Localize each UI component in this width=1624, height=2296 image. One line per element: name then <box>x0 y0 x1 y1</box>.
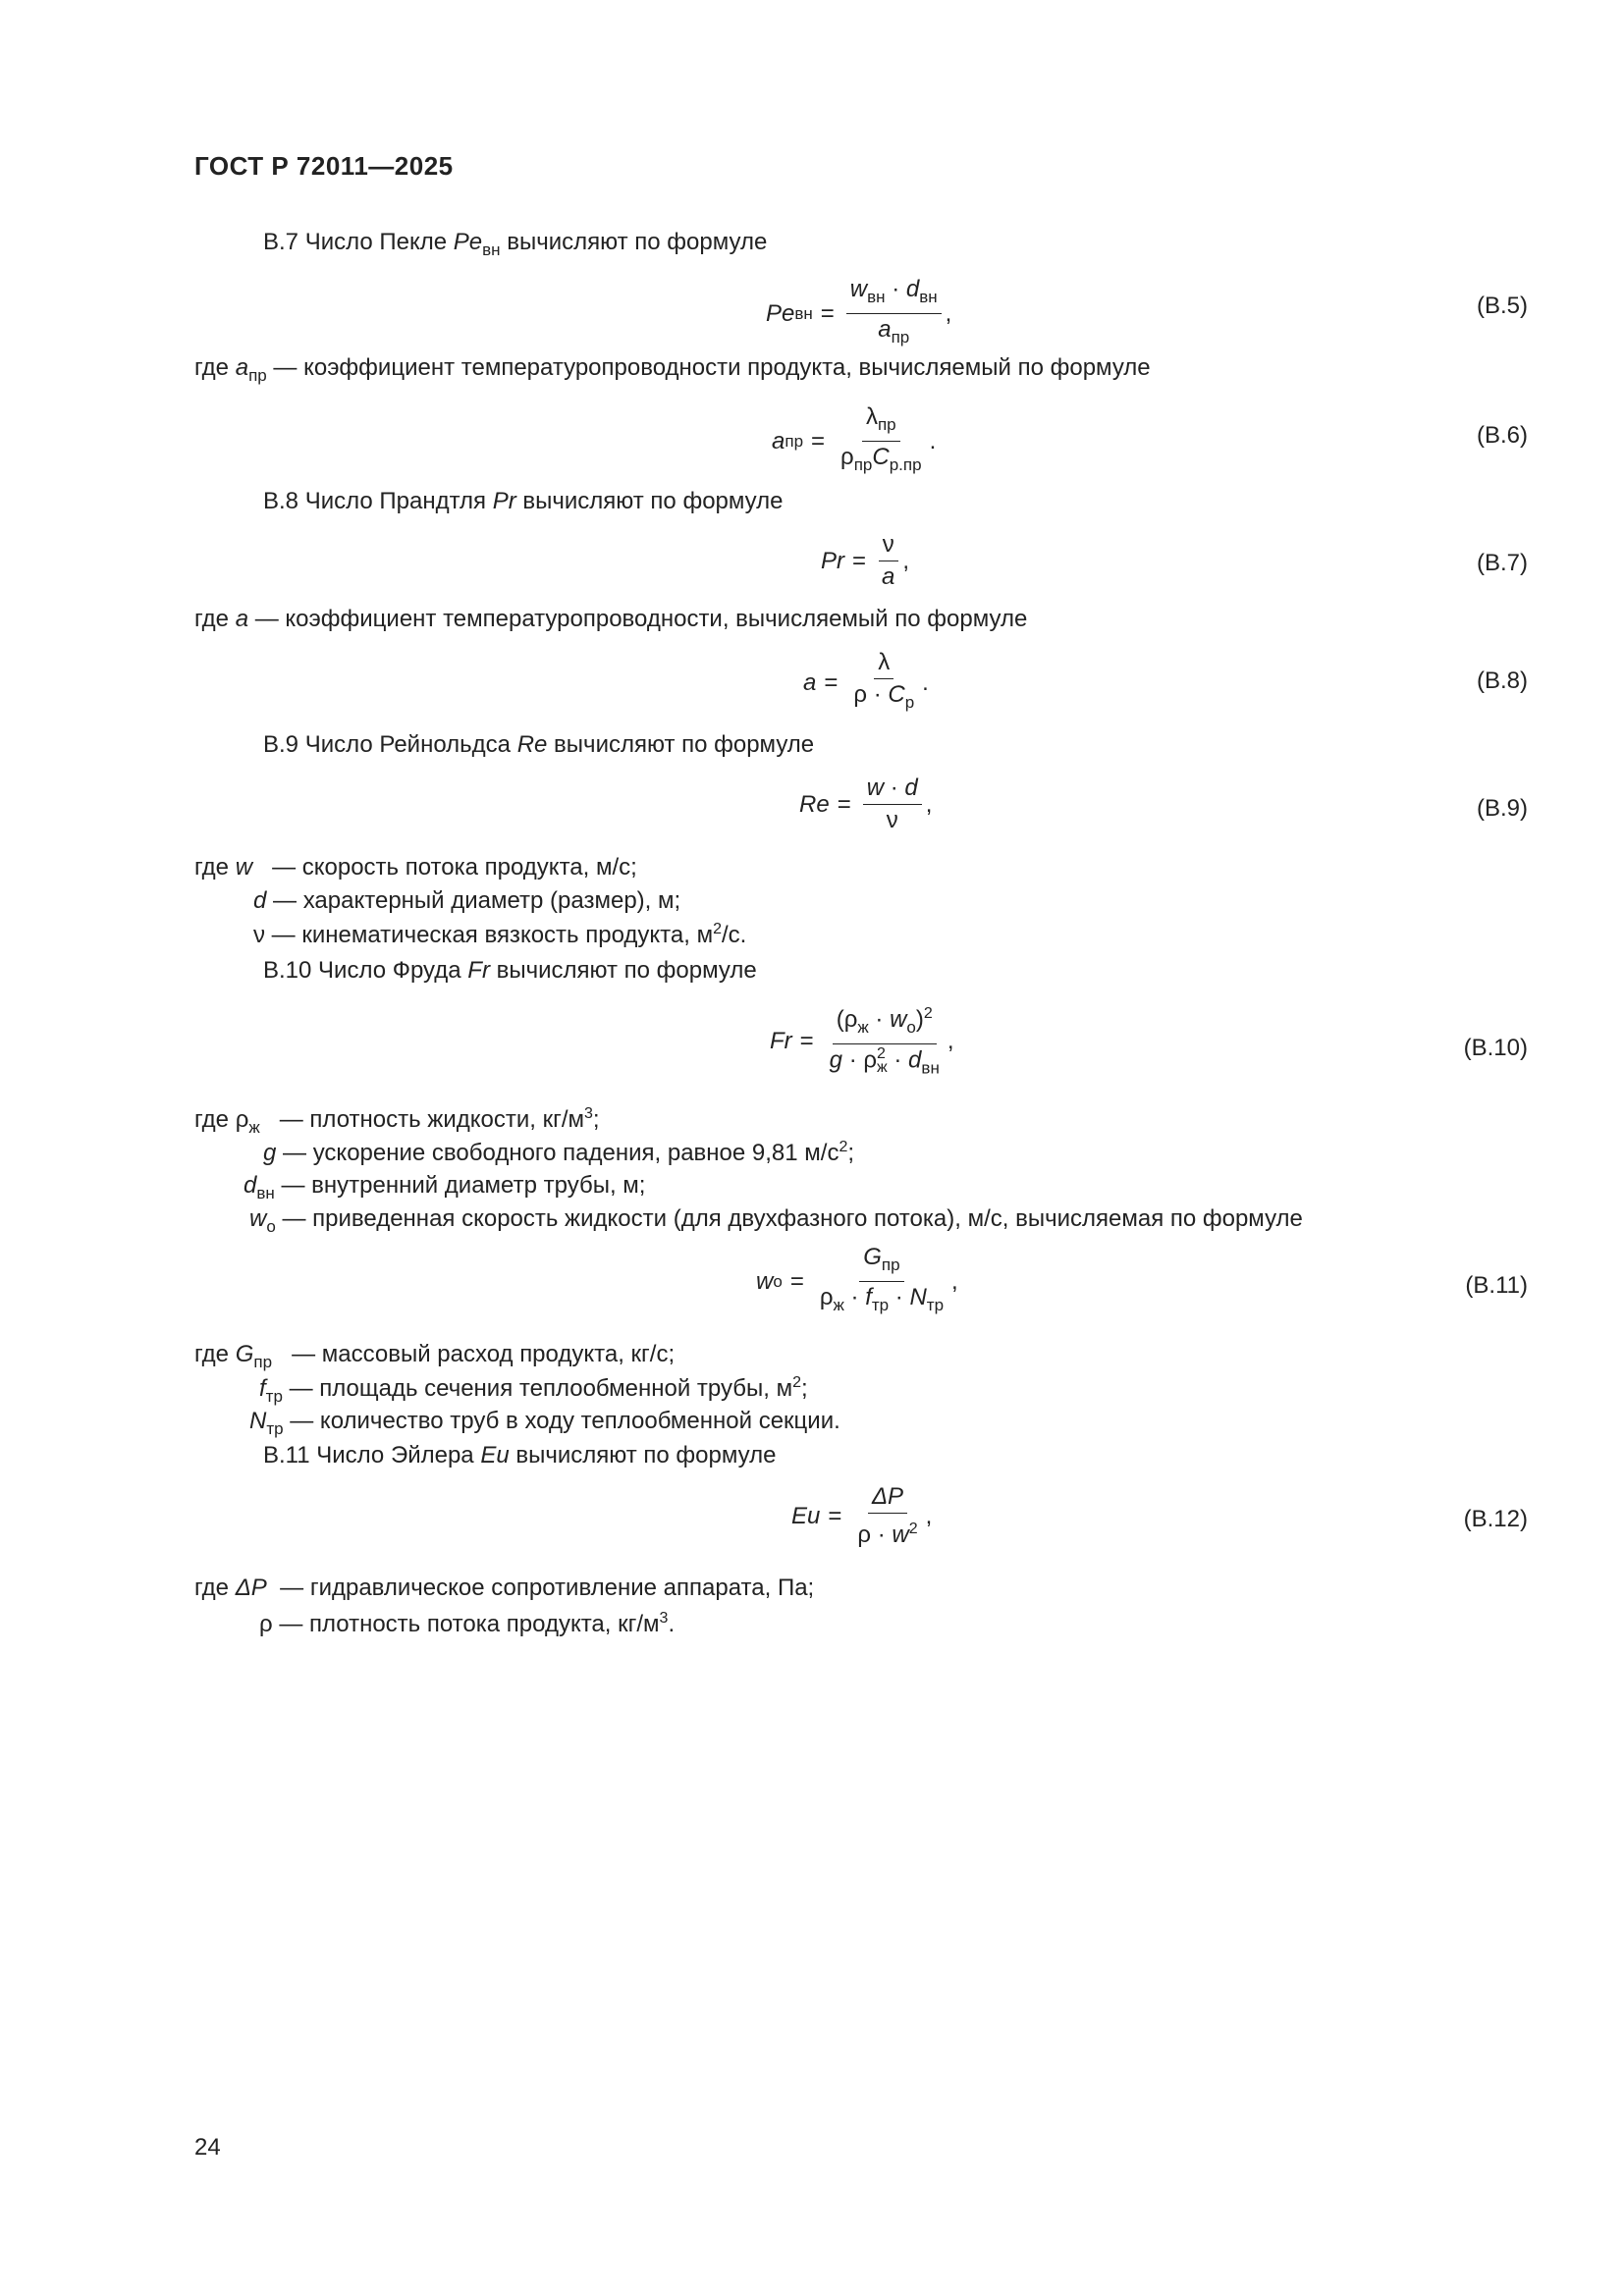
def-rho: ρ — плотность потока продукта, $кг/м^3$. <box>259 1610 676 1637</box>
equation-number-b8: (В.8) <box>1476 667 1528 694</box>
where-a-pr: где $a_{пр}$ — коэффициент температуропроводности продукта, вычисляемый по формуле <box>194 354 1151 385</box>
section-b10-text: В.10 Число Фруда Fr вычисляют по формуле <box>263 957 757 984</box>
formula-b11: w о = $\frac{G_{пр}}{\rho_ж \cdot f_{тр} \cdot N_{тр}}$ , <box>756 1244 958 1314</box>
def-nu: ν — кинематическая вязкость продукта, $м^2/с$. <box>253 921 747 948</box>
def-g-pr: где $G_{пр}$ — массовый расход продукта, кг/с; <box>194 1341 676 1371</box>
formula-b5: Pe вн = $\frac{w_{вн} \cdot d_{вн}}{a_{пр}}$ , <box>766 276 952 347</box>
equation-number-b9: (В.9) <box>1476 795 1528 822</box>
def-w: где w — скорость потока продукта, м/с; <box>194 854 637 881</box>
formula-b8: a = $\frac{\lambda}{\rho \cdot C_р}$ . <box>803 649 929 712</box>
formula-b9: Re = $\frac{w \cdot d}{\nu}$ , <box>799 774 933 833</box>
def-rho-zh: где $\rho_ж$ — плотность жидкости, $кг/м^3$; <box>194 1105 600 1137</box>
page-number: 24 <box>194 2134 221 2161</box>
formula-b10: Fr = $(\rho_ж \cdot w_о)^2$ g · ρ 2 ж · $d_{вн}$ , <box>770 1001 954 1081</box>
equation-number-b12: (В.12) <box>1463 1506 1528 1532</box>
where-a: где a — коэффициент температуропроводности, вычисляемый по формуле <box>194 606 1028 632</box>
formula-b6: a пр = $\frac{\lambda_{пр}}{\rho_{пр}C_{р.пр}}$ . <box>772 403 937 474</box>
equation-number-b5: (В.5) <box>1476 293 1528 319</box>
equation-number-b6: (В.6) <box>1476 422 1528 449</box>
section-b7-text: В.7 Число Пекле $Pe_{вн}$ вычисляют по формуле <box>263 229 768 259</box>
def-g: g — ускорение свободного падения, равное 9,81 $м/с^2$; <box>263 1139 855 1166</box>
formula-b7: Pr = $\frac{\nu}{a}$ , <box>821 531 910 590</box>
section-b9-text: В.9 Число Рейнольдса Re вычисляют по формуле <box>263 731 815 758</box>
section-b11-text: В.11 Число Эйлера Eu вычисляют по формуле <box>263 1442 777 1468</box>
def-d: d — характерный диаметр (размер), м; <box>253 887 681 914</box>
equation-number-b7: (В.7) <box>1476 550 1528 576</box>
equation-number-b10: (В.10) <box>1463 1035 1528 1061</box>
def-f-tr: $f_{тр}$ — площадь сечения теплообменной трубы, $м^2$; <box>259 1374 808 1406</box>
document-header: ГОСТ Р 72011—2025 <box>194 151 454 181</box>
def-delta-p: где ΔP — гидравлическое сопротивление аппарата, Па; <box>194 1575 815 1601</box>
def-w-o: $w_о$ — приведенная скорость жидкости (для двухфазного потока), м/с, вычисляемая по формуле <box>249 1205 1303 1236</box>
def-n-tr: $N_{тр}$ — количество труб в ходу теплообменной секции. <box>249 1408 840 1438</box>
section-b8-text: В.8 Число Прандтля Pr вычисляют по формуле <box>263 488 784 514</box>
equation-number-b11: (В.11) <box>1465 1272 1528 1299</box>
def-d-vn: $d_{вн}$ — внутренний диаметр трубы, м; <box>244 1172 646 1202</box>
formula-b12: Eu = $\frac{\Delta P}{\rho \cdot w^2}$ , <box>791 1483 933 1548</box>
